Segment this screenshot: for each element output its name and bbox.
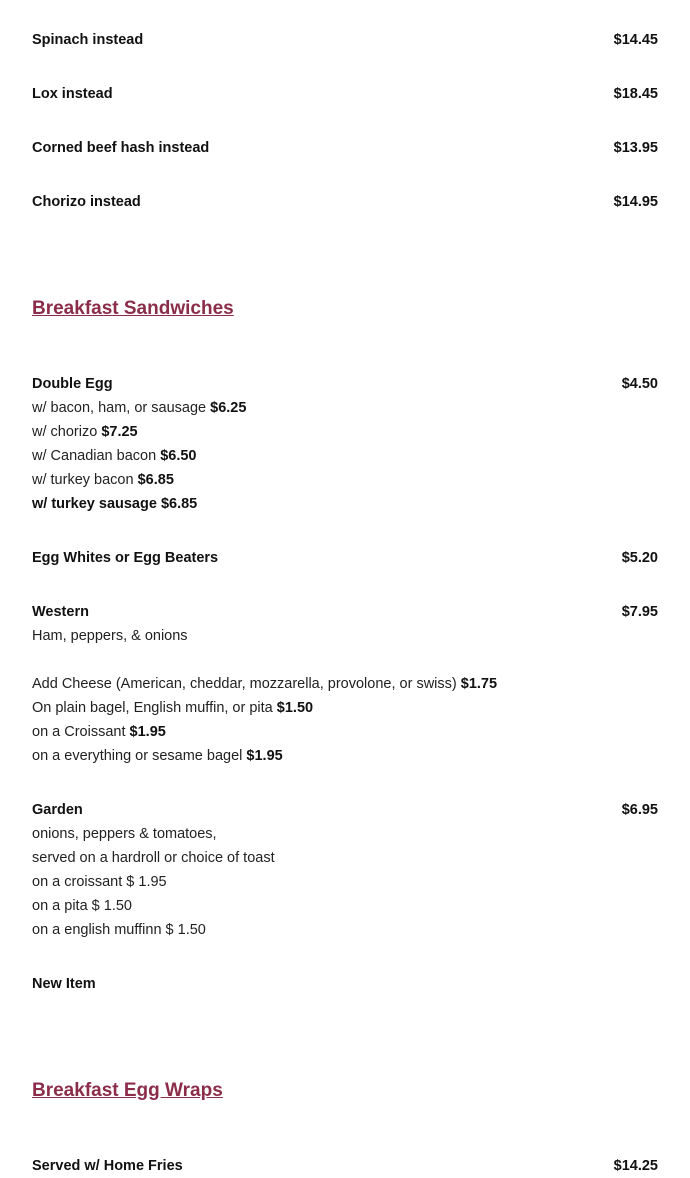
option-line: w/ Canadian bacon $6.50 [32, 448, 197, 464]
item-price: $6.95 [621, 802, 658, 818]
item-description: Ham, peppers, & onions [32, 628, 188, 644]
menu-item-garden[interactable] [32, 798, 658, 822]
item-price: $14.95 [613, 194, 658, 210]
addon-line: on a everything or sesame bagel $1.95 [32, 748, 283, 764]
menu-item-double-egg[interactable] [32, 372, 658, 396]
menu-item-corned-beef-hash[interactable] [32, 136, 658, 160]
item-price: $14.25 [613, 1158, 658, 1174]
item-name: Lox instead [32, 86, 113, 102]
item-name: New Item [32, 976, 96, 992]
item-name: Chorizo instead [32, 194, 141, 210]
item-name: Spinach instead [32, 32, 144, 48]
addon-line: Add Cheese (American, cheddar, mozzarella, provolone, or swiss) $1.75 [32, 676, 498, 692]
item-price: $13.95 [613, 140, 658, 156]
menu-item-home-fries[interactable] [32, 1154, 658, 1178]
section-title-breakfast-egg-wraps[interactable]: Breakfast Egg Wraps [32, 1080, 223, 1101]
item-price: $14.45 [613, 32, 658, 48]
menu-item-lox[interactable] [32, 82, 658, 106]
menu-item-western[interactable] [32, 600, 658, 624]
option-line: w/ bacon, ham, or sausage $6.25 [32, 400, 247, 416]
description-line: on a english muffinn $ 1.50 [32, 922, 206, 938]
item-name: Corned beef hash instead [32, 140, 210, 156]
menu-page [32, 0, 658, 1178]
item-name: Served w/ Home Fries [32, 1158, 183, 1174]
item-name: Egg Whites or Egg Beaters [32, 550, 219, 566]
description-line: served on a hardroll or choice of toast [32, 850, 275, 866]
menu-item-chorizo[interactable] [32, 190, 658, 214]
item-price: $7.95 [621, 604, 658, 620]
item-name: Western [32, 604, 89, 620]
item-price: $4.50 [621, 376, 658, 392]
item-name: Double Egg [32, 376, 113, 392]
description-line: on a pita $ 1.50 [32, 898, 132, 914]
option-line: w/ turkey bacon $6.85 [32, 472, 174, 488]
menu-item-egg-whites[interactable] [32, 546, 658, 570]
menu-item-new-item[interactable] [32, 972, 658, 996]
item-name: Garden [32, 802, 83, 818]
item-price: $5.20 [621, 550, 658, 566]
addon-line: On plain bagel, English muffin, or pita $1.50 [32, 700, 314, 716]
description-line: on a croissant $ 1.95 [32, 874, 167, 890]
addon-line: on a Croissant $1.95 [32, 724, 166, 740]
section-title-breakfast-sandwiches[interactable]: Breakfast Sandwiches [32, 298, 234, 319]
menu-item-spinach[interactable] [32, 28, 658, 52]
item-price: $18.45 [613, 86, 658, 102]
option-line: w/ turkey sausage $6.85 [32, 496, 198, 512]
description-line: onions, peppers & tomatoes, [32, 826, 217, 842]
option-line: w/ chorizo $7.25 [32, 424, 138, 440]
